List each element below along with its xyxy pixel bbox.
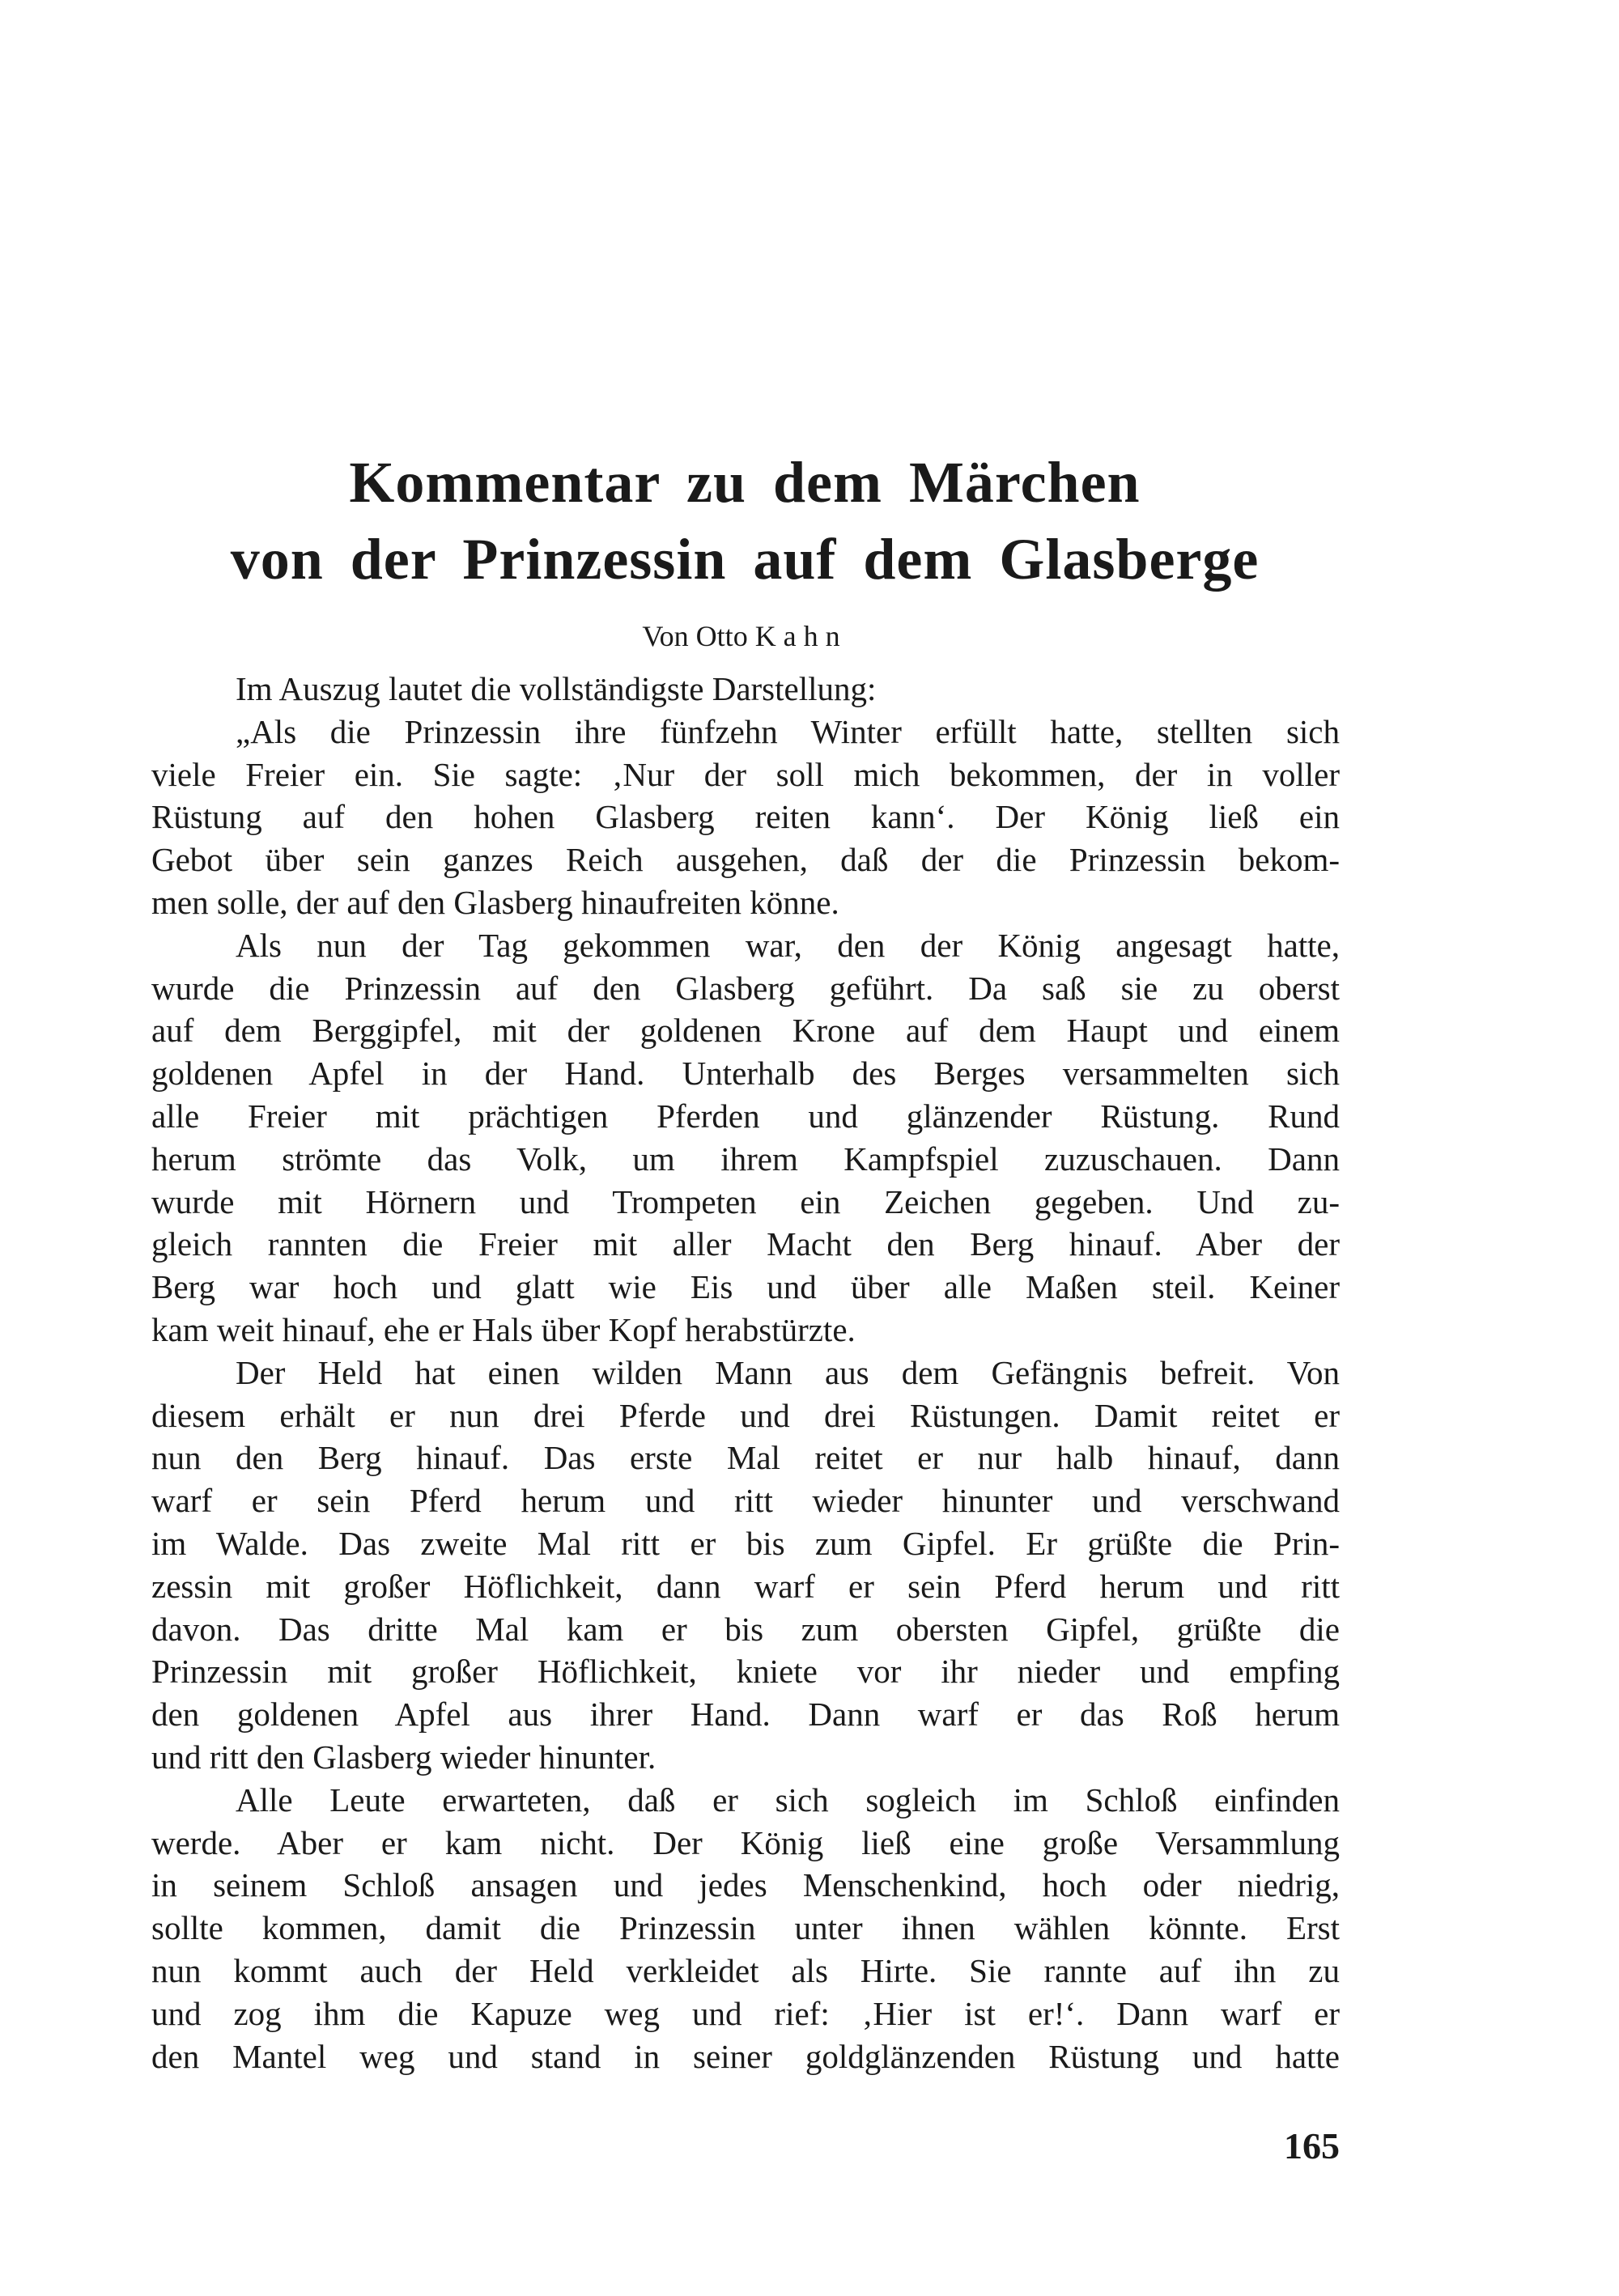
- text-line: diesem erhält er nun drei Pferde und drei Rüstungen. Damit reitet er: [151, 1396, 1340, 1434]
- text-line: alle Freier mit prächtigen Pferden und glänzender Rüstung. Rund: [151, 1097, 1340, 1135]
- text-line: in seinem Schloß ansagen und jedes Menschenkind, hoch oder niedrig,: [151, 1866, 1340, 1904]
- text-line: Im Auszug lautet die vollständigste Darstellung:: [236, 670, 877, 707]
- article-title-line-1: Kommentar zu dem Märchen: [349, 450, 1141, 515]
- text-line: Alle Leute erwarteten, daß er sich sogleich im Schloß einfinden: [236, 1780, 1340, 1819]
- text-line: goldenen Apfel in der Hand. Unterhalb des Berges versammelten sich: [151, 1055, 1340, 1093]
- text-line: herum strömte das Volk, um ihrem Kampfspiel zuzuschauen. Dann: [151, 1140, 1340, 1178]
- text-line: warf er sein Pferd herum und ritt wieder hinunter und verschwand: [151, 1482, 1340, 1520]
- text-line: „Als die Prinzessin ihre fünfzehn Winter erfüllt hatte, stellten sich: [236, 712, 1340, 750]
- text-line: gleich rannten die Freier mit aller Macht den Berg hinauf. Aber der: [151, 1225, 1340, 1263]
- text-line: den goldenen Apfel aus ihrer Hand. Dann warf er das Roß herum: [151, 1695, 1340, 1734]
- text-line: men solle, der auf den Glasberg hinaufreiten könne.: [151, 884, 839, 921]
- text-line: im Walde. Das zweite Mal ritt er bis zum Gipfel. Er grüßte die Prin-: [151, 1525, 1340, 1562]
- text-line: Der Held hat einen wilden Mann aus dem Gefängnis befreit. Von: [236, 1353, 1340, 1391]
- text-line: auf dem Berggipfel, mit der goldenen Krone auf dem Haupt und einem: [151, 1012, 1340, 1050]
- text-line: wurde mit Hörnern und Trompeten ein Zeichen gegeben. Und zu-: [151, 1182, 1340, 1220]
- text-line: Rüstung auf den hohen Glasberg reiten kann‘. Der König ließ ein: [151, 798, 1340, 836]
- text-line: kam weit hinauf, ehe er Hals über Kopf herabstürzte.: [151, 1311, 856, 1348]
- text-line: und ritt den Glasberg wieder hinunter.: [151, 1738, 657, 1776]
- text-line: Als nun der Tag gekommen war, den der König angesagt hatte,: [236, 926, 1340, 964]
- text-line: nun kommt auch der Held verkleidet als Hirte. Sie rannte auf ihn zu: [151, 1952, 1340, 1989]
- text-line: Berg war hoch und glatt wie Eis und über alle Maßen steil. Keiner: [151, 1268, 1340, 1306]
- byline: [0, 619, 1554, 653]
- text-line: Gebot über sein ganzes Reich ausgehen, daß der die Prinzessin bekom-: [151, 841, 1340, 879]
- text-line: den Mantel weg und stand in seiner goldglänzenden Rüstung und hatte: [151, 2037, 1340, 2075]
- author-surname: Kahn: [754, 620, 848, 652]
- text-line: werde. Aber er kam nicht. Der König ließ eine große Versammlung: [151, 1823, 1340, 1861]
- text-line: davon. Das dritte Mal kam er bis zum obersten Gipfel, grüßte die: [151, 1610, 1340, 1648]
- text-line: nun den Berg hinauf. Das erste Mal reitet er nur halb hinauf, dann: [151, 1439, 1340, 1477]
- text-line: wurde die Prinzessin auf den Glasberg geführt. Da saß sie zu oberst: [151, 969, 1340, 1007]
- text-line: sollte kommen, damit die Prinzessin unter ihnen wählen könnte. Erst: [151, 1909, 1340, 1947]
- article-title-line-2: von der Prinzessin auf dem Glasberge: [230, 527, 1260, 592]
- text-line: und zog ihm die Kapuze weg und rief: ‚Hier ist er!‘. Dann warf er: [151, 1994, 1340, 2032]
- byline-prefix: Von Otto: [642, 620, 748, 652]
- page-number: 165: [1284, 2125, 1340, 2167]
- text-line: viele Freier ein. Sie sagte: ‚Nur der soll mich bekommen, der in voller: [151, 755, 1340, 793]
- text-line: zessin mit großer Höflichkeit, dann warf er sein Pferd herum und ritt: [151, 1567, 1340, 1605]
- text-line: Prinzessin mit großer Höflichkeit, kniete vor ihr nieder und empfing: [151, 1653, 1340, 1691]
